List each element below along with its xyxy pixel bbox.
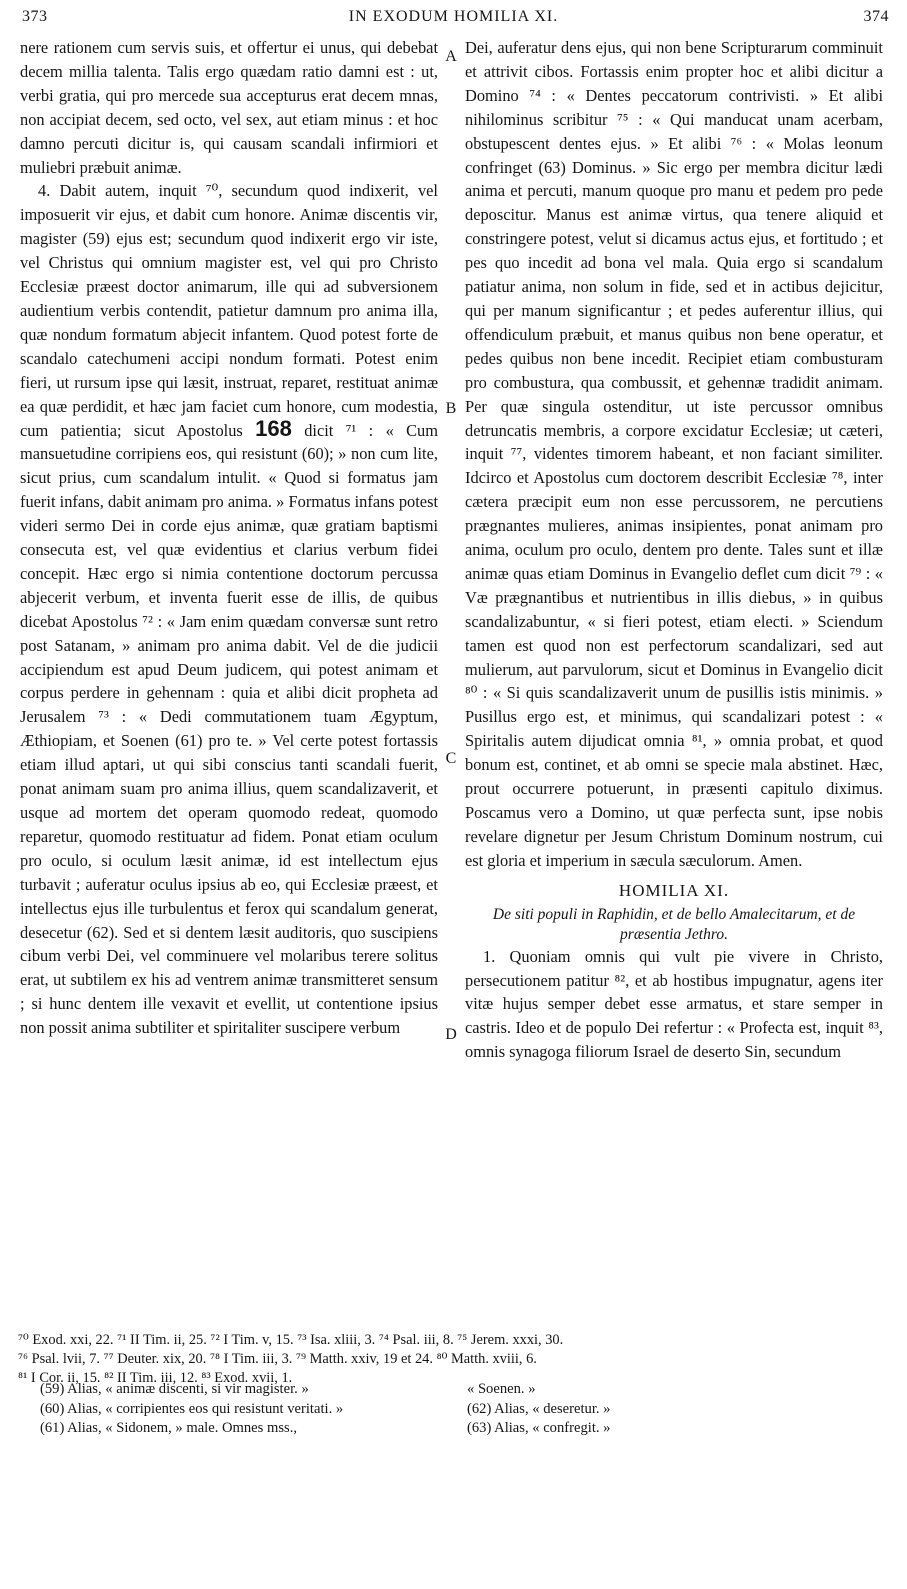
homily-title: HOMILIA XI.	[618, 880, 730, 900]
page-number-right: 374	[863, 8, 889, 25]
footnote: (61) Alias, « Sidonem, » male. Omnes mss.,	[40, 1420, 297, 1436]
running-header	[18, 6, 889, 32]
column-number: 168	[255, 415, 292, 441]
paragraph: 1. Quoniam omnis qui vult pie vivere in Christo, persecutionem patitur ⁸², et ab hostibus impugnatur, agens iter vitæ hujus semper debet esse armatus, et stare semper in castris. Ideo et de populo Dei refertur : « Profecta est, inquit ⁸³, omnis synagoga filiorum Israel de deserto Sin, secundum	[465, 946, 883, 1062]
margin-marker-c: C	[445, 750, 457, 767]
margin-marker-a: A	[445, 48, 457, 65]
footnotes-right	[467, 1380, 887, 1439]
margin-marker-b: B	[445, 400, 457, 417]
footnote: (59) Alias, « animæ discenti, si vir magister. »	[40, 1381, 309, 1397]
left-column	[20, 36, 438, 1040]
footnotes-left	[40, 1380, 450, 1439]
right-column	[465, 36, 883, 1064]
paragraph-text: 4. Dabit autem, inquit ⁷⁰, secundum quod indixerit, vel imposuerit vir ejus, et dabit cum honore. Animæ discentis vir, magister (59) ejus est; secundum quod indixerit ergo vir iste, vel Christus qui omnium magister est, vel qui pro Christo Ecclesiæ præest doctor animarum, ille qui ad subversionem audientium verbis contendit, patietur damnum pro anima illa, quæ nondum formatum abjecit infantem. Quod potest forte de scandalo catechumeni accipi nondum formati. Potest enim fieri, ut rursum ipse qui læsit, instruat, reparet, restituat animæ ea quæ perdidit, et hæc jam faciet cum honore, cum modestia, cum patientia; sicut Apostolus	[20, 181, 438, 440]
margin-marker-d: D	[445, 1026, 457, 1043]
footnote: « Soenen. »	[467, 1381, 536, 1397]
reference-line: ⁷⁰ Exod. xxi, 22. ⁷¹ II Tim. ii, 25. ⁷² I Tim. v, 15. ⁷³ Isa. xliii, 3. ⁷⁴ Psal. iii, 8. ⁷⁵ Jerem. xxxi, 30.	[18, 1332, 564, 1348]
paragraph: Dei, auferatur dens ejus, qui non bene Scripturarum comminuit et attrivit cibos. Fortassis enim propter hoc et alibi dicitur a Domino ⁷⁴ : « Dentes peccatorum contrivisti. » Et alibi nihilominus scribitur ⁷⁵ : « Qui manducat unam acerbam, obstupescent dentes ejus. » Et alibi ⁷⁶ : « Molas leonum confringet (63) Dominus. » Sic ergo per membra dicitur lædi anima et percuti, manum quoque pro manu et pedem pro pede deposcitur. Manus est animæ virtus, qua tenere aliquid et constringere potest, velut si dicamus actus ejus, et fortitudo ; et pes quo incedit ad bona vel mala. Quia ergo si scandalum patiatur anima, non solum in fide, sed et in actibus dejicitur, qui per manum significantur ; et pedes auferentur illius, qui offendiculum præbuit, et manus quibus non bene operatur, et pedes quibus non bene incedit. Recipiet etiam combusturam pro combustura, qua combussit, et gehennæ tradidit animam. Per quæ singula ostenditur, ut iste percussor omnibus detruncatis membris, a corpore excidatur Ecclesiæ; ut cæteri, inquit ⁷⁷, videntes timorem habeant, et non faciant similiter. Idcirco et Apostolus cum doctorem describit Ecclesiæ ⁷⁸, inter cætera præcipit eum non esse percussorem, ne percutiens prægnantes mulieres, animas insipientes, ponat animam pro anima, oculum pro oculo, dentem pro dente. Tales sunt et illæ animæ quas etiam Dominus in Evangelio deflet cum dicit ⁷⁹ : « Væ prægnantibus et nutrientibus in illis diebus, » in quibus scandalizabuntur, « si fieri potest, etiam electi. » Sciendum tamen est quod non est perfectorum scandalizari, sed aut mulierum, aut parvulorum, sicut et Dominus in Evangelio dicit ⁸⁰ : « Si quis scandalizaverit unum de pusillis istis minimis. » Pusillus ergo est, et minimus, qui scandalizari potest : « Spiritalis autem dijudicat omnia ⁸¹, » omnia probat, et quod bonum est, continet, et ab omni se specie mala abstinet. Hæc, prout occurrere potuerunt, in præsenti capitulo diximus. Poscamus vero a Domino, ut quæ perfecta sunt, ipse nobis revelare dignetur per Jesum Christum Dominum nostrum, cui est gloria et imperium in sæcula sæculorum. Amen.	[465, 38, 883, 870]
paragraph-text: dicit ⁷¹ : « Cum mansuetudine corripiens eos, qui resistunt (60); » non cum lite, sicut prius, cum scandalum intulit. « Quod si formatus jam fuerit infans, dabit animam pro anima. » Formatus infans potest videri sermo Dei in corde ejus animæ, quæ gratiam baptismi consecuta est, vel quæ evidentius et clarius verbum fidei concepit. Hæc ergo si nimia contentione doctorum percussa abjecerit verbum, et inventa fuerit esse de illis, de quibus dicebat Apostolus ⁷² : « Jam enim quædam conversæ sunt retro post Satanam, » animam pro anima dabit. Vel de die judicii accipiendum est apud Deum judicem, qui potest animam et corpus perdere in gehennam : quia et alibi dicit propheta ad Jerusalem ⁷³ : « Dedi commutationem tuam Ægyptum, Æthiopiam, et Soenen (61) pro te. » Vel certe potest fortassis etiam illud aptari, ut qui sibi conscius tanti scandali fuerit, ponat animam suam pro anima illius, quem scandalizaverit, et usque ad mortem det operam quomodo redeat, quomodo reparetur, quomodo restituatur ad fidem. Ponat etiam oculum pro oculo, si oculum læsit animæ, id est intellectum ejus turbavit ; auferatur oculus ipsius ab eo, qui Ecclesiæ præest, et intellectus ejus ille turbulentus et ferox qui scandalum generat, desecetur (62). Sed et si dentem læsit auditoris, quo suscipiens cibum verbi Dei, vel comminuere vel molaribus terere solitus erat, ut subtilem ex his ad ventrem animæ transmitteret sensum ; si hunc dentem ille vexavit et evellit, ut contentione ipsius non possit anima subtiliter et spiritaliter suscipere verbum	[20, 420, 438, 1038]
page-number-left: 373	[22, 8, 48, 25]
homily-subtitle: De siti populi in Raphidin, et de bello Amalecitarum, et de præsentia Jethro.	[492, 905, 856, 943]
footnote: (62) Alias, « deseretur. »	[467, 1400, 611, 1417]
footnote: (60) Alias, « corripientes eos qui resistunt veritati. »	[40, 1400, 344, 1417]
paragraph: nere rationem cum servis suis, et offertur ei unus, qui debebat decem millia talenta. Talis ergo quædam ratio damni est : ut, verbi gratia, qui pro mercede sua accepturus erat decem mnas, non accipiat decem, sed octo, vel sex, aut etiam minus : et hoc damno percuti dicitur is, qui causam scandali infirmiori et muliebri præbuit animæ.	[20, 38, 438, 177]
reference-line: ⁸¹ I Cor. ii, 15. ⁸² II Tim. iii, 12. ⁸³ Exod. xvii, 1.	[18, 1370, 293, 1386]
running-title: IN EXODUM HOMILIA XI.	[348, 8, 559, 25]
reference-line: ⁷⁶ Psal. lvii, 7. ⁷⁷ Deuter. xix, 20. ⁷⁸ I Tim. iii, 3. ⁷⁹ Matth. xxiv, 19 et 24. ⁸⁰ Matth. xviii, 6.	[18, 1351, 537, 1367]
footnote: (63) Alias, « confregit. »	[467, 1420, 611, 1436]
paragraph	[20, 179, 438, 1040]
